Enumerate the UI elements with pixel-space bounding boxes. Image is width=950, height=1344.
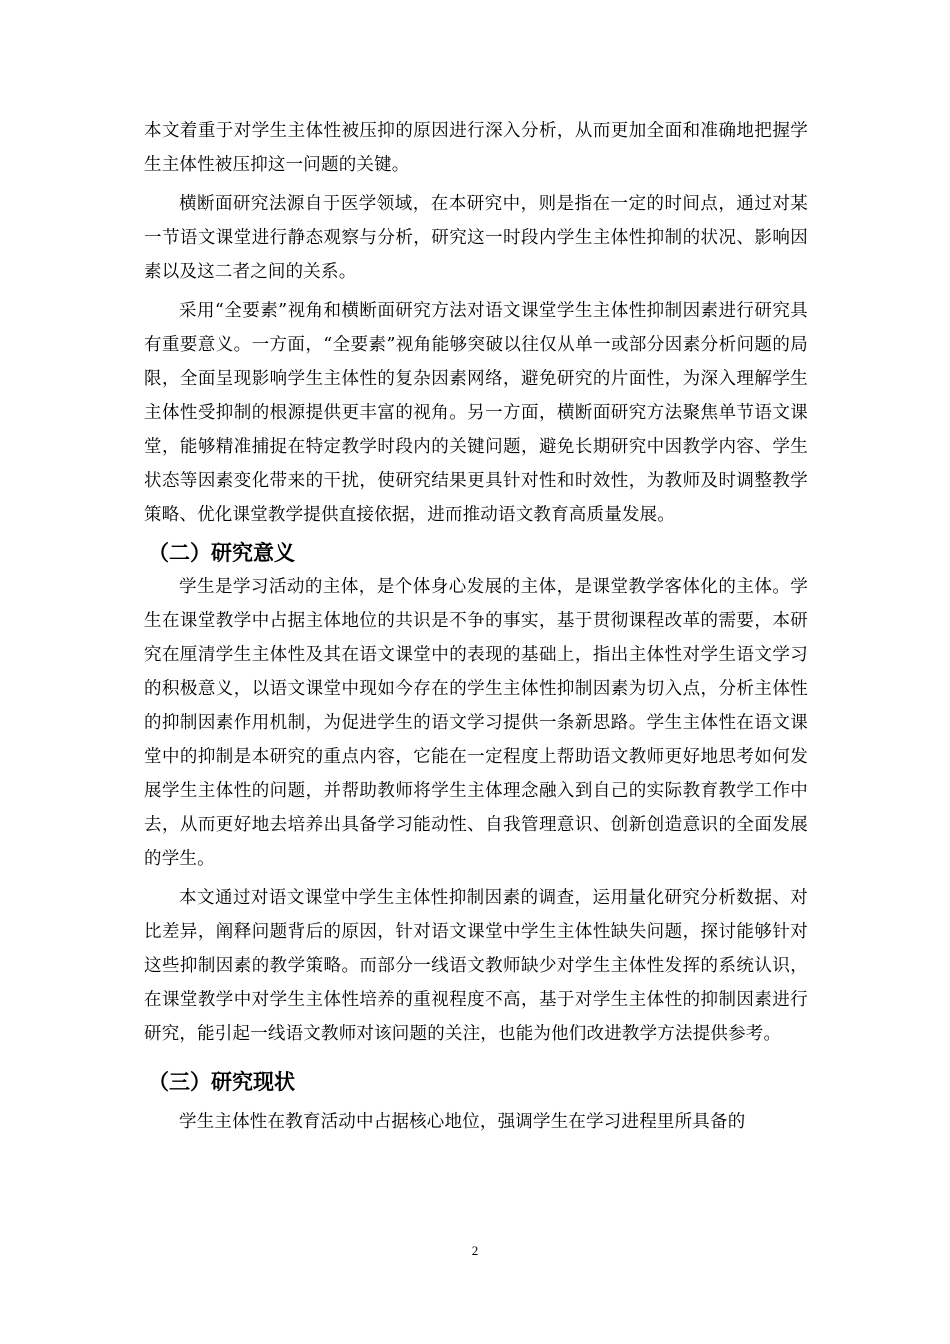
paragraph-cross-sectional-method: 横断面研究法源自于医学领域，在本研究中，则是指在一定的时间点，通过对某一节语文课堂进行静态观察与分析，研究这一时段内学生主体性抑制的状况、影响因素以及这二者之间的关系。 xyxy=(144,194,808,282)
page-number: 2 xyxy=(471,1243,479,1258)
paragraph-continuation: 本文着重于对学生主体性被压抑的原因进行深入分析，从而更加全面和准确地把握学生主体性被压抑这一问题的关键。 xyxy=(144,121,808,175)
document-body xyxy=(144,114,808,1139)
paragraph-research-significance-2: 本文通过对语文课堂中学生主体性抑制因素的调查，运用量化研究分析数据、对比差异，阐释问题背后的原因，针对语文课堂中学生主体性缺失问题，探讨能够针对这些抑制因素的教学策略。而部分一线语文教师缺少对学生主体性发挥的系统认识，在课堂教学中对学生主体性培养的重视程度不高，基于对学生主体性的抑制因素进行研究，能引起一线语文教师对该问题的关注，也能为他们改进教学方法提供参考。 xyxy=(144,888,808,1044)
section-heading-research-status: （三）研究现状 xyxy=(148,1070,295,1094)
paragraph-significance-of-approach: 采用“全要素”视角和横断面研究方法对语文课堂学生主体性抑制因素进行研究具有重要意义。一方面，“全要素”视角能够突破以往仅从单一或部分因素分析问题的局限，全面呈现影响学生主体性的复杂因素网络，避免研究的片面性，为深入理解学生主体性受抑制的根源提供更丰富的视角。另一方面，横断面研究方法聚焦单节语文课堂，能够精准捕捉在特定教学时段内的关键问题，避免长期研究中因教学内容、学生状态等因素变化带来的干扰，使研究结果更具针对性和时效性，为教师及时调整教学策略、优化课堂教学提供直接依据，进而推动语文教育高质量发展。 xyxy=(144,301,808,525)
paragraph-research-significance-1: 学生是学习活动的主体，是个体身心发展的主体，是课堂教学客体化的主体。学生在课堂教学中占据主体地位的共识是不争的事实，基于贯彻课程改革的需要，本研究在厘清学生主体性及其在语文课堂中的表现的基础上，指出主体性对学生语文学习的积极意义，以语文课堂中现如今存在的学生主体性抑制因素为切入点，分析主体性的抑制因素作用机制，为促进学生的语文学习提供一条新思路。学生主体性在语文课堂中的抑制是本研究的重点内容，它能在一定程度上帮助语文教师更好地思考如何发展学生主体性的问题，并帮助教师将学生主体理念融入到自己的实际教育教学工作中去，从而更好地去培养出具备学习能动性、自我管理意识、创新创造意识的全面发展的学生。 xyxy=(144,577,808,869)
section-heading-research-significance: （二）研究意义 xyxy=(148,541,295,565)
paragraph-research-status-1: 学生主体性在教育活动中占据核心地位，强调学生在学习进程里所具备的 xyxy=(179,1112,746,1132)
